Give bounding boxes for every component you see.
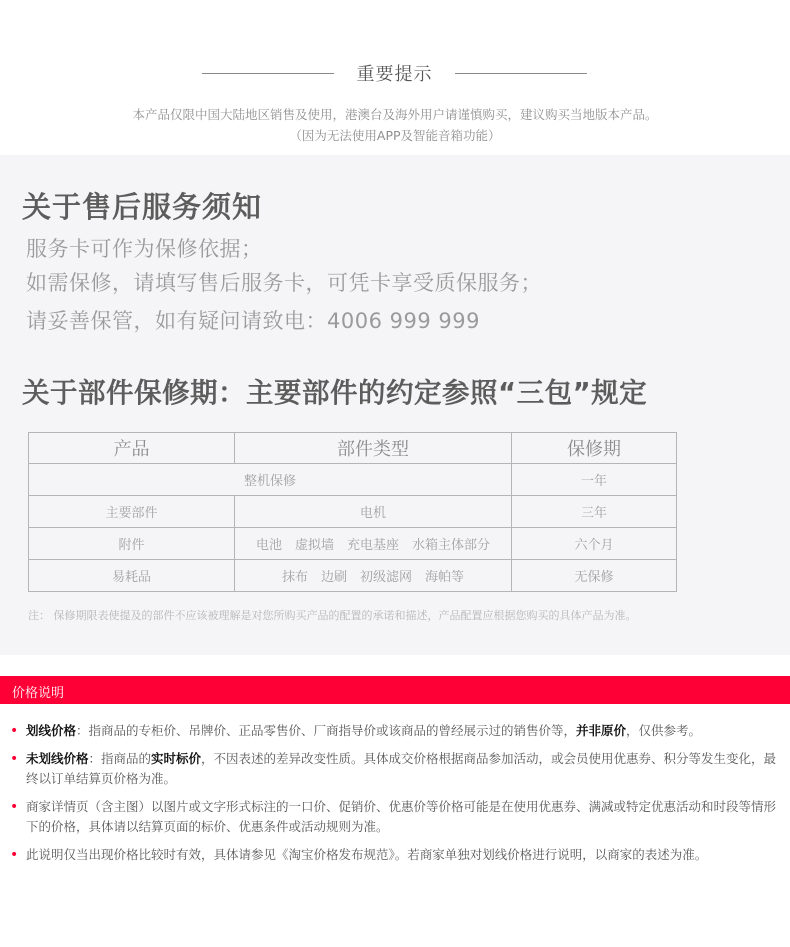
- emphasis-not-original: 并非原价: [576, 723, 627, 738]
- price-item-text: ，仅供参考。: [626, 723, 702, 738]
- whole-machine-label: 整机保修: [29, 464, 512, 496]
- cell-part-type: 电池 虚拟墙 充电基座 水箱主体部分: [235, 528, 512, 560]
- header-period: 保修期: [512, 433, 677, 464]
- price-item-text: 此说明仅当出现价格比较时有效，具体请参见《淘宝价格发布规范》。若商家单独对划线价格进行说明，以商家的表述为准。: [26, 847, 708, 862]
- warranty-title: 关于部件保修期：主要部件的约定参照“三包”规定: [22, 377, 648, 409]
- warranty-note: 注： 保修期限表使提及的部件不应该被理解是对您所购买产品的配置的承诺和描述，产品配置应根据您购买的具体产品为准。: [28, 609, 637, 622]
- warranty-table: [28, 432, 677, 592]
- price-section-header: [0, 676, 790, 704]
- price-item: [10, 749, 786, 789]
- notice-header: [0, 60, 790, 88]
- table-row: [29, 560, 677, 592]
- bullet-icon: •: [10, 847, 19, 863]
- divider-right: [455, 73, 587, 74]
- after-sales-line: 如需保修，请填写售后服务卡，可凭卡享受质保服务；: [26, 271, 542, 295]
- term-unmarked-price: 未划线价格: [26, 751, 89, 766]
- header-product: 产品: [29, 433, 235, 464]
- cell-period: 六个月: [512, 528, 677, 560]
- after-sales-line: 服务卡可作为保修依据；: [26, 237, 263, 261]
- price-item-text: 商家详情页（含主图）以图片或文字形式标注的一口价、促销价、优惠价等价格可能是在使用优惠券、满减或特定优惠活动和时段等情形下的价格，具体请以结算页面的标价、优惠条件或活动规则为准。: [26, 799, 777, 834]
- table-row: [29, 464, 677, 496]
- cell-product: 易耗品: [29, 560, 235, 592]
- cell-part-type: 抹布 边刷 初级滤网 海帕等: [235, 560, 512, 592]
- cell-period: 无保修: [512, 560, 677, 592]
- table-header-row: [29, 433, 677, 464]
- cell-product: 主要部件: [29, 496, 235, 528]
- price-item-text: ：指商品的: [88, 751, 152, 766]
- cell-product: 附件: [29, 528, 235, 560]
- table-row: [29, 528, 677, 560]
- after-sales-line: 请妥善保管，如有疑问请致电：4006 999 999: [26, 309, 480, 333]
- notice-line-2: （因为无法使用APP及智能音箱功能）: [289, 128, 501, 143]
- table-row: [29, 496, 677, 528]
- after-sales-title: 关于售后服务须知: [22, 190, 263, 224]
- notice-title: 重要提示: [356, 64, 433, 85]
- header-part-type: 部件类型: [235, 433, 512, 464]
- important-notice: [0, 0, 790, 155]
- emphasis-real-time-price: 实时标价: [151, 751, 202, 766]
- bullet-icon: •: [10, 799, 19, 815]
- price-item-text: ，不因表述的差异改变性质。具体成交价格根据商品参加活动，或会员使用优惠券、积分等发生变化，最终以订单结算页价格为准。: [26, 751, 777, 786]
- price-item-text: ：指商品的专柜价、吊牌价、正品零售价、厂商指导价或该商品的曾经展示过的销售价等，: [76, 723, 577, 738]
- whole-machine-period: 一年: [512, 464, 677, 496]
- price-item: [10, 721, 786, 741]
- price-item: [10, 845, 786, 865]
- price-section-title: 价格说明: [12, 686, 65, 701]
- notice-line-1: 本产品仅限中国大陆地区销售及使用，港澳台及海外用户请谨慎购买，建议购买当地版本产品。: [132, 107, 658, 122]
- price-item: [10, 797, 786, 837]
- cell-period: 三年: [512, 496, 677, 528]
- service-panel: [0, 155, 790, 655]
- bullet-icon: •: [10, 751, 19, 767]
- divider-left: [202, 73, 334, 74]
- bullet-icon: •: [10, 723, 19, 739]
- term-strikethrough-price: 划线价格: [26, 723, 77, 738]
- cell-part-type: 电机: [235, 496, 512, 528]
